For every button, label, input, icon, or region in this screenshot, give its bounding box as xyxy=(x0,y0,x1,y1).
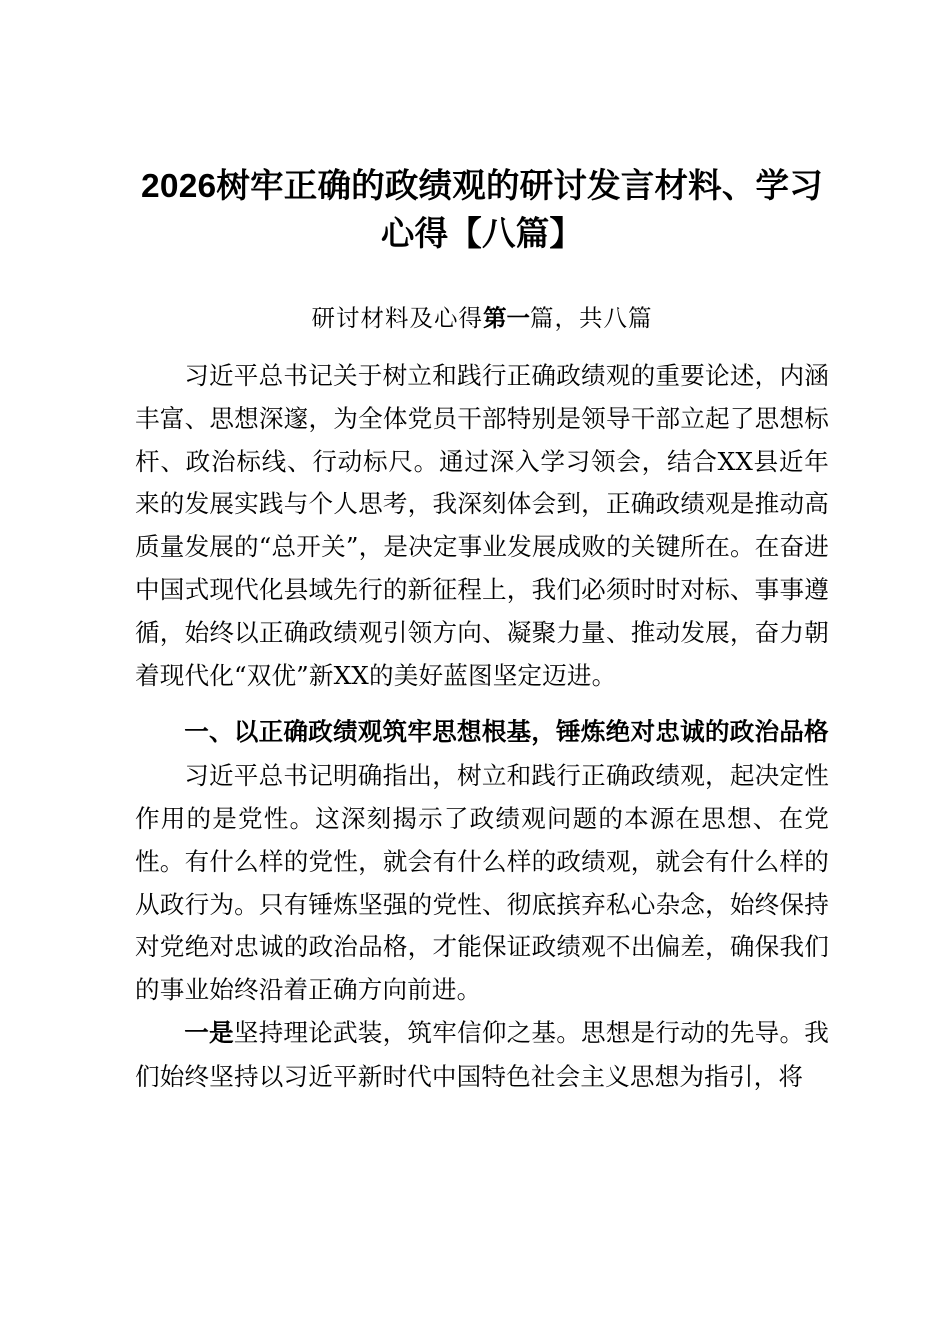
document-subtitle xyxy=(135,259,829,335)
paragraph-3-lead: 一是 xyxy=(184,1019,234,1047)
subtitle-emphasis: 第一 xyxy=(483,305,530,331)
document-content xyxy=(135,0,829,1099)
paragraph-1: 习近平总书记关于树立和践行正确政绩观的重要论述，内涵丰富、思想深邃，为全体党员干部特别是领导干部立起了思想标杆、政治标线、行动标尺。通过深入学习领会，结合XX县近年来的发展实践与个人思考，我深刻体会到，正确政绩观是推动高质量发展的“总开关”，是决定事业发展成败的关键所在。在奋进中国式现代化县域先行的新征程上，我们必须时时对标、事事遵循，始终以正确政绩观引领方向、凝聚力量、推动发展，奋力朝着现代化“双优”新XX的美好蓝图坚定迈进。 xyxy=(135,361,829,690)
document-title: 2026树牢正确的政绩观的研讨发言材料、学习心得【八篇】 xyxy=(141,168,823,253)
section-heading-1: 一、以正确政绩观筑牢思想根基，锤炼绝对忠诚的政治品格 xyxy=(184,719,829,747)
subtitle-suffix: 篇，共八篇 xyxy=(530,304,653,332)
paragraph-3-text: 坚持理论武装，筑牢信仰之基。思想是行动的先导。我们始终坚持以习近平新时代中国特色社会主义思想为指引，将 xyxy=(135,1017,829,1091)
paragraph-2: 习近平总书记明确指出，树立和践行正确政绩观，起决定性作用的是党性。这深刻揭示了政绩观问题的本源在思想、在党性。有什么样的党性，就会有什么样的政绩观，就会有什么样的从政行为。只有锤炼坚强的党性、彻底摈弃私心杂念，始终保持对党绝对忠诚的政治品格，才能保证政绩观不出偏差，确保我们的事业始终沿着正确方向前进。 xyxy=(135,761,829,1005)
paragraph-3 xyxy=(135,1012,829,1099)
subtitle-prefix: 研讨材料及心得 xyxy=(311,304,483,332)
